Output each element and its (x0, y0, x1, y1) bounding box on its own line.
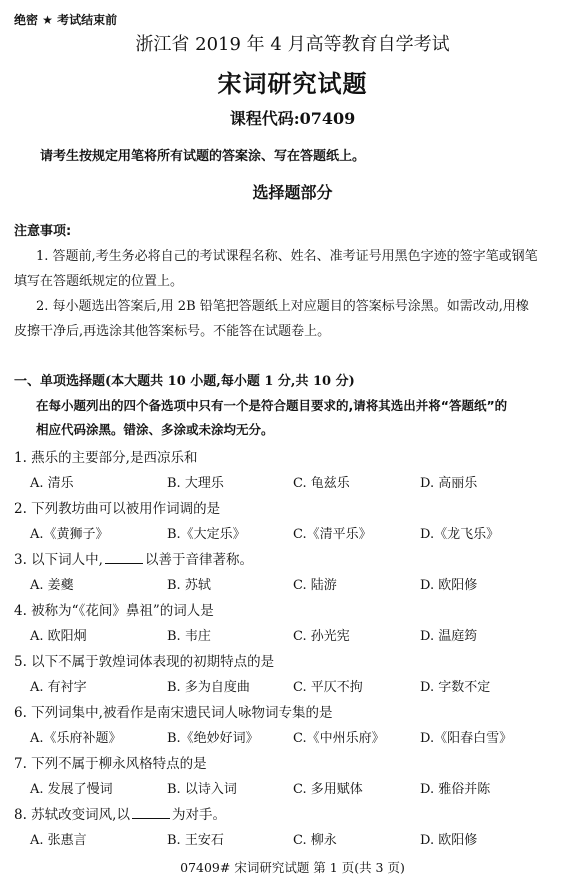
note-item-2-line-1: 2. 每小题选出答案后,用 2B 铅笔把答题纸上对应题目的答案标号涂黑。如需改动,用橡 (36, 299, 529, 314)
course-code: 课程代码:07409 (229, 109, 356, 128)
option-d: D. 温庭筠 (420, 629, 478, 644)
option-c: C.《中州乐府》 (293, 731, 385, 746)
question-stem: 5. 以下不属于敦煌词体表现的初期特点的是 (14, 654, 275, 670)
note-item-1-line-1: 1. 答题前,考生务必将自己的考试课程名称、姓名、准考证号用黑色字迹的签字笔或钢笔 (36, 249, 538, 264)
question-stem: 7. 下列不属于柳永风格特点的是 (14, 756, 207, 772)
option-a: A. 有衬字 (30, 680, 87, 695)
section-title: 选择题部分 (252, 183, 333, 202)
option-d: D. 欧阳修 (420, 578, 478, 593)
note-item-1-line-2: 填写在答题纸规定的位置上。 (14, 274, 184, 289)
option-b: B.《绝妙好词》 (167, 731, 259, 746)
page-footer: 07409# 宋词研究试题 第 1 页(共 3 页) (180, 860, 405, 875)
option-a: A.《乐府补题》 (30, 731, 122, 746)
option-a: A. 张惠言 (30, 833, 87, 848)
question-stem (14, 803, 226, 823)
option-c: C.《清平乐》 (293, 527, 372, 542)
option-c: C. 陆游 (293, 578, 337, 593)
option-b: B. 苏轼 (167, 578, 211, 593)
option-d: D.《阳春白雪》 (420, 731, 513, 746)
option-c: C. 多用赋体 (293, 782, 363, 797)
question-stem: 2. 下列教坊曲可以被用作词调的是 (14, 501, 221, 517)
notes-heading: 注意事项: (14, 224, 72, 239)
subject-title: 宋词研究试题 (217, 69, 368, 98)
option-b: B. 多为自度曲 (167, 680, 250, 695)
answer-blank (105, 551, 143, 564)
option-b: B. 王安石 (167, 833, 224, 848)
option-a: A. 欧阳炯 (30, 629, 87, 644)
option-b: B. 以诗入词 (167, 782, 237, 797)
option-d: D. 欧阳修 (420, 833, 478, 848)
option-a: A. 发展了慢词 (30, 782, 113, 797)
question-stem-after: 以善于音律著称。 (144, 552, 253, 568)
option-b: B. 韦庄 (167, 629, 211, 644)
question-stem: 6. 下列词集中,被看作是南宋遗民词人咏物词专集的是 (14, 705, 333, 721)
question-stem: 4. 被称为“《花间》鼻祖”的词人是 (14, 603, 214, 619)
part1-desc-line-2: 相应代码涂黑。错涂、多涂或未涂均无分。 (36, 422, 274, 437)
question-stem (14, 548, 253, 568)
part1-desc-line-1: 在每小题列出的四个备选项中只有一个是符合题目要求的,请将其选出并将“答题纸”的 (36, 398, 508, 413)
secret-mark: 绝密 ★ 考试结束前 (14, 13, 118, 27)
question-stem-before: 3. 以下词人中, (14, 552, 103, 568)
instruction: 请考生按规定用笔将所有试题的答案涂、写在答题纸上。 (40, 149, 366, 164)
answer-blank (132, 806, 170, 819)
option-d: D.《龙飞乐》 (420, 527, 500, 542)
option-b: B.《大定乐》 (167, 527, 246, 542)
note-item-2-line-2: 皮擦干净后,再选涂其他答案标号。不能答在试题卷上。 (14, 324, 331, 339)
option-a: A. 清乐 (30, 476, 74, 491)
option-d: D. 字数不定 (420, 680, 491, 695)
question-stem: 1. 燕乐的主要部分,是西凉乐和 (14, 450, 198, 466)
option-c: C. 平仄不拘 (293, 680, 363, 695)
option-c: C. 孙光宪 (293, 629, 350, 644)
question-stem-before: 8. 苏轼改变词风,以 (14, 807, 130, 823)
option-a: A. 姜夔 (30, 578, 74, 593)
option-b: B. 大理乐 (167, 476, 224, 491)
option-d: D. 雅俗并陈 (420, 782, 491, 797)
option-c: C. 柳永 (293, 833, 337, 848)
option-a: A.《黄狮子》 (30, 527, 109, 542)
exam-title: 浙江省 2019 年 4 月高等教育自学考试 (135, 34, 450, 55)
option-c: C. 龟兹乐 (293, 476, 350, 491)
part1-heading: 一、单项选择题(本大题共 10 小题,每小题 1 分,共 10 分) (14, 374, 355, 389)
question-stem-after: 为对手。 (171, 807, 226, 823)
option-d: D. 高丽乐 (420, 476, 478, 491)
